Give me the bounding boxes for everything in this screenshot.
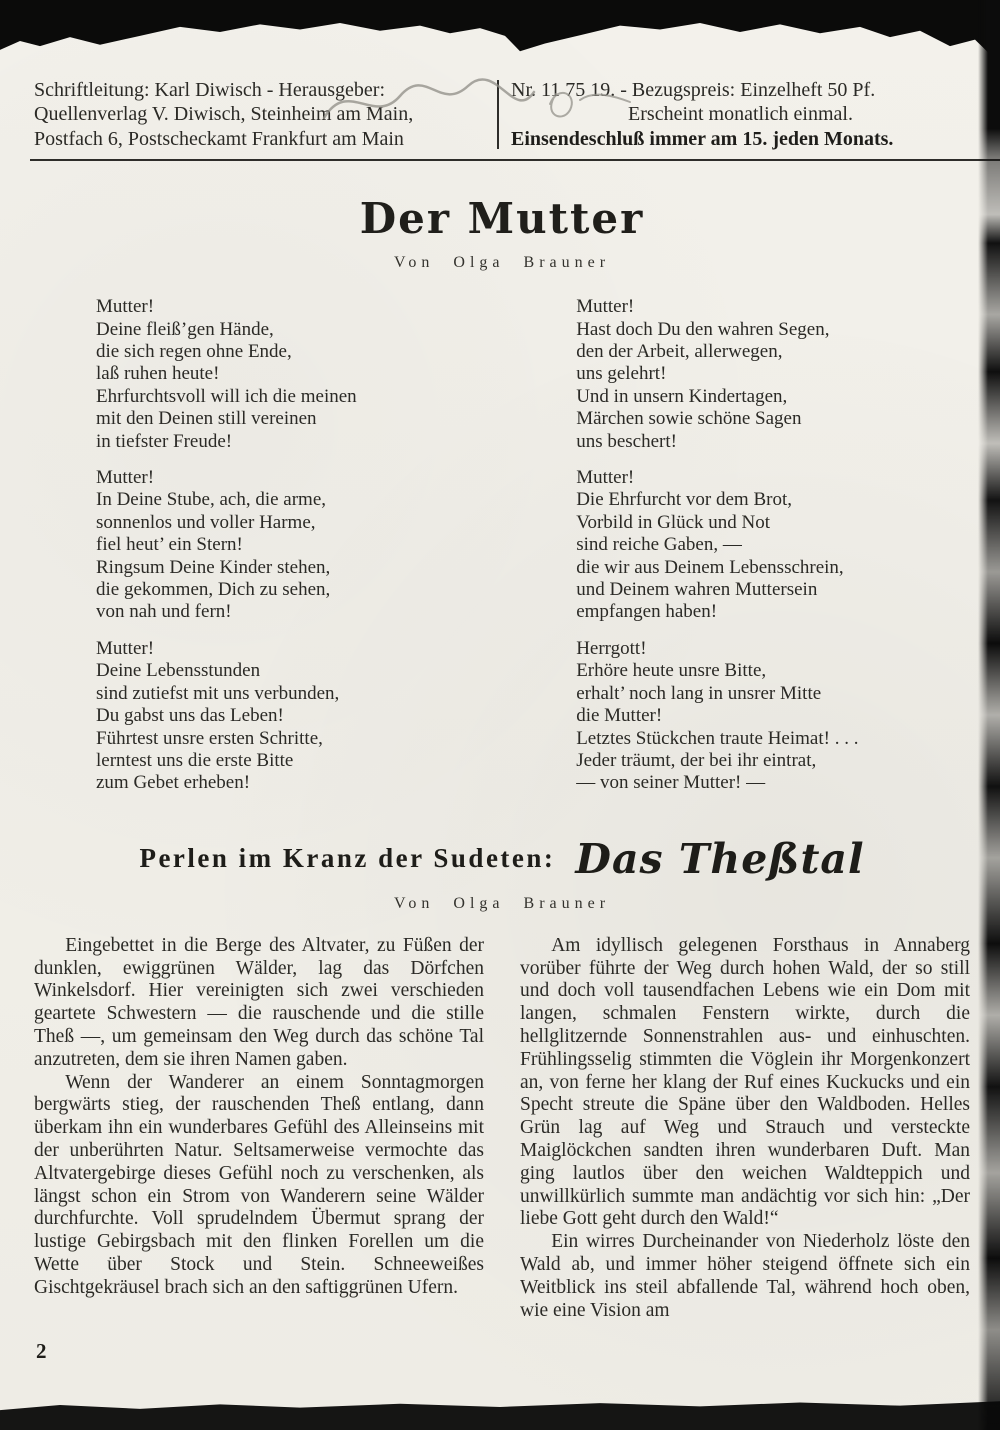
poem-line: Erhöre heute unsre Bitte,	[576, 660, 767, 682]
page-number: 2	[36, 1338, 47, 1363]
handwritten-annotation	[318, 60, 648, 144]
poem-stanza	[576, 467, 970, 624]
poem-line: Hast doch Du den wahren Segen,	[576, 318, 830, 340]
body-paragraph: Ein wirres Durcheinander von Niederholz löste den Wald ab, und immer höher steigend öffnete sich ein Weitblick ins steil abfallende Tal, während hoch oben, wie eine Vision am	[520, 1231, 970, 1321]
poem-line: Die Ehrfurcht vor dem Brot,	[576, 489, 792, 511]
poem-line: Vorbild in Glück und Not	[576, 511, 771, 533]
prose-column-left	[34, 935, 484, 1323]
poem-line: und Deinem wahren Muttersein	[576, 579, 818, 601]
poem-article	[34, 195, 970, 809]
submission-deadline: Einsendeschluß immer am 15. jeden Monats.	[511, 127, 894, 150]
poem-line: Ehrfurchtsvoll will ich die meinen	[96, 385, 357, 407]
poem-stanza	[96, 467, 529, 624]
prose-byline: Von Olga Brauner	[393, 894, 611, 912]
poem-line: Du gabst uns das Leben!	[96, 705, 284, 727]
poem-line: lerntest uns die erste Bitte	[96, 749, 294, 771]
poem-line: — von seiner Mutter! —	[576, 772, 766, 794]
publication-frequency: Erscheint monatlich einmal.	[628, 103, 853, 126]
poem-line: Ringsum Deine Kinder stehen,	[96, 556, 331, 578]
body-paragraph: Wenn der Wanderer an einem Sonntagmorgen bergwärts stieg, der rauschenden Theß entlang, dann überkam ihn ein wunderbares Gefühl des Alleinseins mit der unberührten Natur. Seltsamerweise vermochte das Altvatergebirge dieses Gefühl noch zu verschenken, als längst schon ein Strom von Wanderern seine Wälder durchfurchte. Voll sprudelndem Übermut sprang der lustige Gebirgsbach mit den flinken Forellen um die Wette über Stock und Stein. Schneeweißes Gischtgekräusel brach sich an den saftiggrünen Ufern.	[34, 1071, 484, 1298]
masthead-rule	[30, 159, 1000, 161]
masthead-line: Postfach 6, Postscheckamt Frankfurt am Main	[34, 127, 404, 150]
scan-edge-bottom	[0, 1398, 1000, 1430]
poem-column-right	[576, 296, 970, 809]
poem-line: Letztes Stückchen traute Heimat! . . .	[576, 727, 859, 749]
masthead-line: Quellenverlag V. Diwisch, Steinheim am Main,	[34, 103, 414, 126]
poem-line: In Deine Stube, ach, die arme,	[96, 489, 327, 511]
poem-line: empfangen haben!	[576, 601, 718, 623]
poem-line: Herrgott!	[576, 637, 647, 659]
body-paragraph: Eingebettet in die Berge des Altvater, zu Füßen der dunklen, ewiggrünen Wälder, lag das Dörfchen Winkelsdorf. Hier vereinigten sich zwei verschieden geartete Schwestern — die rauschende und die stille Theß —, um gemeinsam den Weg durch das schöne Tal anzutreten, dem sie ihren Namen gaben.	[34, 934, 484, 1070]
poem-line: sonnenlos und voller Harme,	[96, 511, 316, 533]
poem-column-left	[96, 296, 529, 809]
prose-title-script: Das Theßtal	[575, 834, 865, 883]
poem-stanza	[96, 638, 529, 795]
poem-stanza	[576, 296, 970, 453]
poem-line: die sich regen ohne Ende,	[96, 341, 292, 363]
prose-title-plain: Perlen im Kranz der Sudeten:	[139, 842, 556, 873]
poem-line: uns beschert!	[576, 430, 677, 452]
poem-line: Jeder träumt, der bei ihr eintrat,	[576, 749, 817, 771]
poem-stanza	[96, 296, 529, 453]
poem-line: die gekommen, Dich zu sehen,	[96, 579, 331, 601]
poem-line: Mutter!	[96, 637, 155, 659]
poem-line: uns gelehrt!	[576, 363, 667, 385]
poem-line: von nah und fern!	[96, 601, 232, 623]
poem-line: Mutter!	[576, 296, 635, 318]
poem-byline: Von Olga Brauner	[393, 254, 611, 272]
poem-line: Märchen sowie schöne Sagen	[576, 408, 802, 430]
prose-article	[34, 835, 970, 1323]
body-paragraph: Am idyllisch gelegenen Forsthaus in Annaberg vorüber führte der Weg durch hohen Wald, der so still und doch voll tausendfachen Lebens wie ein Dom mit langen, schmalen Fenstern wirkte, durch die hellglitzernde Sonnenstrahlen aus- und einhuschten. Frühlingsselig stimmten die Vöglein ihr Morgenkonzert an, von ferne her klang der Ruf eines Kuckucks und ein Specht streute die Späne über den Waldboden. Helles Grün lag auf Weg und Strauch und versteckte Maiglöckchen sandten ihren wunderbaren Duft. Man ging lautlos über den weichen Waldteppich und unwillkürlich summte man andächtig vor sich hin: „Der liebe Gott geht durch den Wald!“	[520, 934, 970, 1230]
poem-line: die Mutter!	[576, 705, 663, 727]
poem-line: sind zutiefst mit uns verbunden,	[96, 682, 340, 704]
poem-line: Deine fleiß’gen Hände,	[96, 318, 274, 340]
poem-line: laß ruhen heute!	[96, 363, 220, 385]
poem-line: Mutter!	[96, 296, 155, 318]
poem-line: sind reiche Gaben, —	[576, 534, 742, 556]
poem-line: mit den Deinen still vereinen	[96, 408, 317, 430]
poem-line: zum Gebet erheben!	[96, 772, 251, 794]
poem-line: erhalt’ noch lang in unsrer Mitte	[576, 682, 822, 704]
poem-line: Deine Lebensstunden	[96, 660, 261, 682]
poem-line: Mutter!	[96, 467, 155, 489]
prose-article-title	[34, 835, 970, 883]
poem-columns	[34, 296, 970, 809]
prose-column-right	[520, 935, 970, 1323]
poem-line: Und in unsern Kindertagen,	[576, 385, 788, 407]
poem-line: in tiefster Freude!	[96, 430, 233, 452]
poem-line: den der Arbeit, allerwegen,	[576, 341, 783, 363]
poem-line: Mutter!	[576, 467, 635, 489]
prose-columns	[34, 935, 970, 1323]
poem-line: Führtest unsre ersten Schritte,	[96, 727, 323, 749]
poem-line: fiel heut’ ein Stern!	[96, 534, 243, 556]
issue-number-price: Nr. 11 75 19. - Bezugspreis: Einzelheft 50 Pf.	[511, 79, 876, 101]
binding-shadow-right	[978, 0, 1000, 1430]
poem-title: Der Mutter	[359, 194, 645, 244]
poem-stanza	[576, 638, 970, 795]
masthead-line: Schriftleitung: Karl Diwisch - Herausgeber:	[34, 79, 386, 101]
poem-line: die wir aus Deinem Lebensschrein,	[576, 556, 844, 578]
